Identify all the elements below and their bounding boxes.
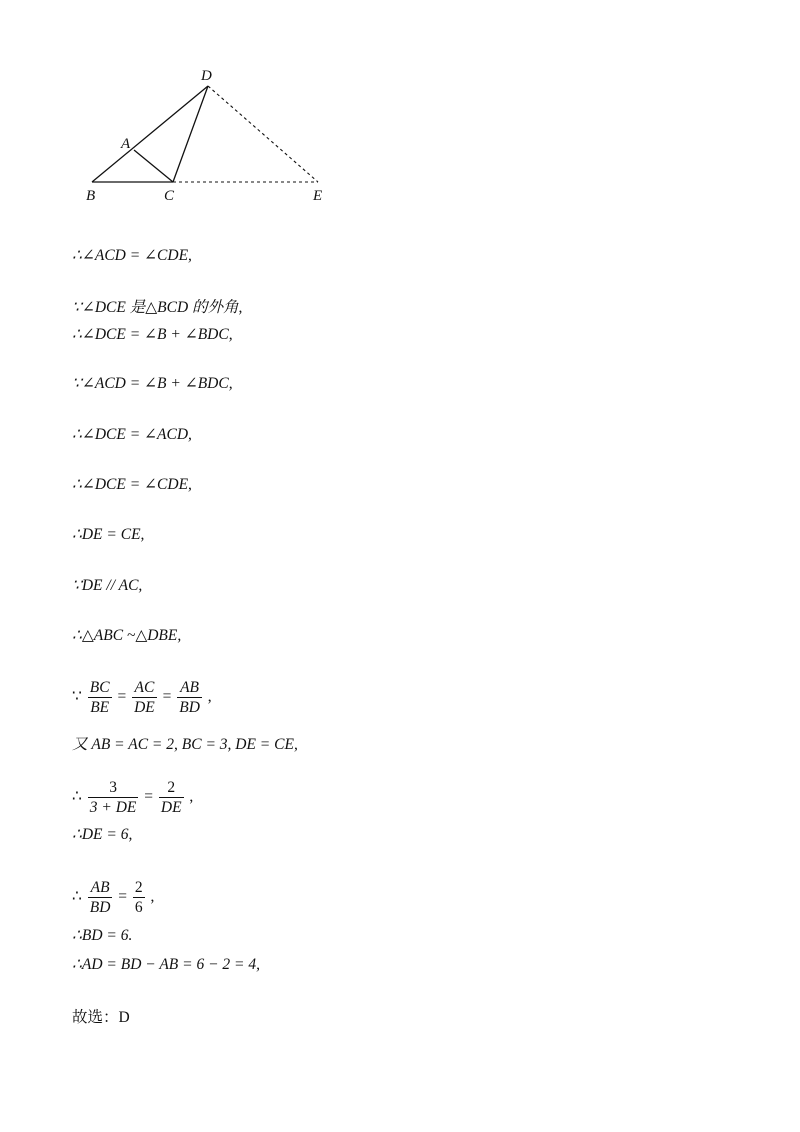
- fraction-3-over-3-plus-de: [88, 778, 139, 817]
- segment-ac: [134, 150, 173, 182]
- fraction-2-over-de: [159, 778, 184, 817]
- label-c: C: [164, 188, 175, 204]
- proof-line-9: ∴△ABC ~△DBE,: [72, 627, 182, 644]
- denominator: BD: [89, 899, 111, 916]
- label-b: B: [86, 188, 96, 204]
- fraction-ab-bd: [88, 878, 113, 917]
- therefore-symbol: ∴: [72, 888, 82, 906]
- fraction-ac-de: [132, 678, 157, 717]
- proof-line-5: ∴∠DCE = ∠ACD,: [72, 426, 192, 443]
- triangle-diagram: [80, 62, 340, 212]
- proof-line-4: ∵∠ACD = ∠B + ∠BDC,: [72, 375, 233, 392]
- fraction-bc-be: [88, 678, 112, 717]
- equals-sign: =: [117, 688, 127, 706]
- label-e: E: [313, 188, 323, 204]
- proof-line-2: ∵∠DCE 是△BCD 的外角,: [72, 299, 243, 316]
- numerator: 2: [134, 879, 143, 896]
- denominator: DE: [134, 699, 155, 716]
- equals-sign: =: [162, 688, 172, 706]
- numerator: 2: [167, 779, 176, 796]
- denominator: DE: [160, 799, 182, 816]
- proof-line-15: ∴BD = 6.: [72, 927, 133, 944]
- comma: ,: [150, 888, 155, 906]
- numerator: AB: [90, 879, 110, 896]
- label-a: A: [121, 136, 131, 152]
- proof-line-1: ∴∠ACD = ∠CDE,: [72, 247, 192, 264]
- proof-line-14: [72, 878, 154, 917]
- answer-line: 故选：D: [72, 1009, 130, 1026]
- fraction-2-over-6: [133, 878, 145, 917]
- comma: ,: [189, 788, 194, 806]
- proof-line-16: ∴AD = BD − AB = 6 − 2 = 4,: [72, 956, 261, 973]
- equals-sign: =: [144, 788, 153, 806]
- comma: ,: [207, 688, 212, 706]
- label-d: D: [201, 68, 212, 84]
- triangle-figure: [80, 62, 340, 212]
- proof-line-6: ∴∠DCE = ∠CDE,: [72, 476, 192, 493]
- proof-line-7: ∴DE = CE,: [72, 526, 145, 543]
- proof-line-11: 又 AB = AC = 2, BC = 3, DE = CE,: [72, 736, 298, 753]
- fraction-ab-bd: [177, 678, 202, 717]
- therefore-symbol: ∴: [72, 788, 82, 806]
- denominator: 3 + DE: [89, 799, 137, 816]
- denominator: 6: [134, 899, 143, 916]
- numerator: BC: [89, 679, 110, 696]
- segment-de-dashed: [208, 86, 318, 182]
- numerator: AC: [134, 679, 155, 696]
- numerator: AB: [180, 679, 200, 696]
- proof-line-13: ∴DE = 6,: [72, 826, 133, 843]
- denominator: BE: [88, 697, 112, 717]
- equals-sign: =: [118, 888, 128, 906]
- denominator: BD: [179, 699, 200, 716]
- numerator: 3: [109, 779, 117, 796]
- proof-line-3: ∴∠DCE = ∠B + ∠BDC,: [72, 326, 233, 343]
- proof-line-12: [72, 778, 193, 817]
- because-symbol: ∵: [72, 688, 82, 706]
- proof-line-10: [72, 678, 212, 717]
- proof-line-8: ∵DE // AC,: [72, 577, 143, 594]
